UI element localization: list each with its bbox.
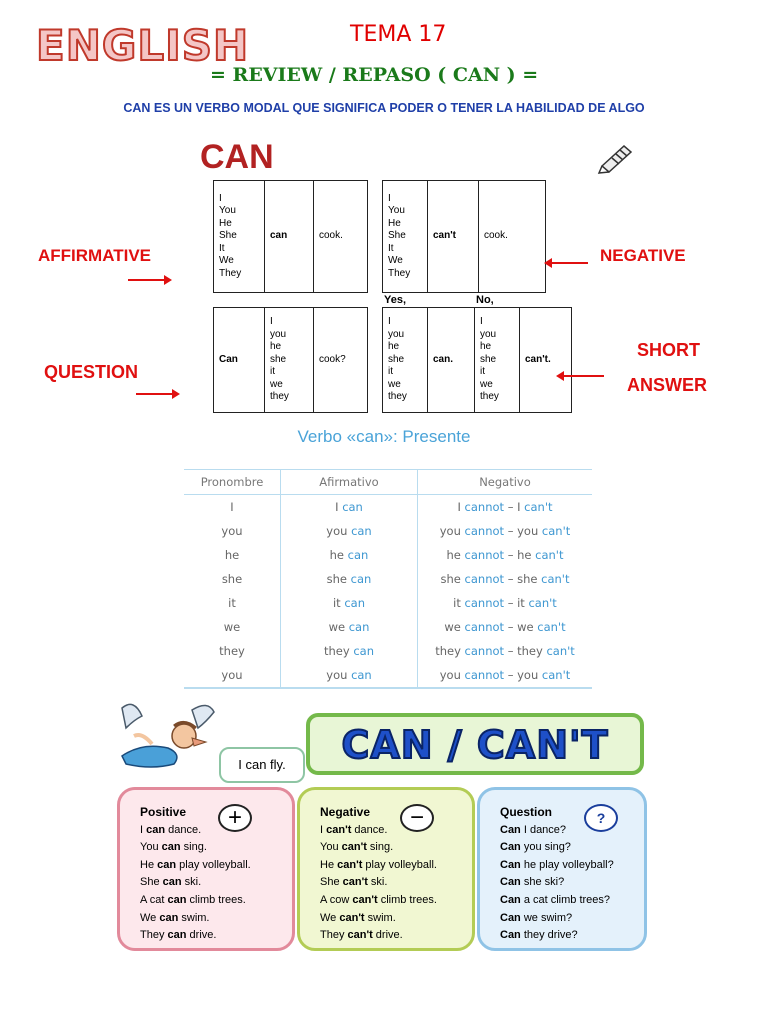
pronoun-list [265, 308, 314, 413]
affirmative-cell: I can [281, 495, 418, 520]
pronoun-cell: you [184, 663, 281, 688]
short-answer-table [382, 307, 572, 413]
pronoun: I [270, 316, 273, 328]
panel-title: Question [500, 805, 553, 819]
example-sentence: Can he play volleyball? [500, 858, 614, 871]
question-label: QUESTION [44, 362, 139, 382]
affirmative-cell: you can [281, 519, 418, 543]
panel-title: Positive [140, 805, 187, 819]
pronoun: He [388, 217, 401, 229]
pronoun: She [388, 230, 406, 242]
pronoun-list [383, 181, 428, 293]
negative-cell: you cannot – you can't [418, 519, 593, 543]
pronoun: we [480, 378, 493, 390]
yes-label: Yes, [384, 294, 407, 306]
example-sentence: He can play volleyball. [140, 858, 251, 871]
pronoun: they [388, 391, 407, 403]
example-sentence: You can't sing. [320, 841, 394, 854]
pronoun: I [388, 192, 391, 204]
pronoun: They [219, 267, 242, 279]
example-sentence: They can drive. [140, 929, 217, 942]
verb-cell: Can [214, 308, 265, 413]
header-negativo: Negativo [418, 470, 593, 495]
question-table [213, 307, 368, 413]
pronoun: we [388, 378, 401, 390]
pronoun: he [480, 341, 492, 353]
negative-cell: you cannot – you can't [418, 663, 593, 688]
pencil-icon [596, 140, 636, 174]
no-verb-cell: can't. [520, 308, 572, 413]
rest-cell: cook. [479, 181, 546, 293]
short-label: SHORT [637, 340, 700, 360]
affirmative-cell: we can [281, 615, 418, 639]
pronoun: He [219, 217, 232, 229]
pronoun: she [480, 353, 497, 365]
pronoun: They [388, 267, 411, 279]
positive-panel [117, 787, 295, 951]
tema-title: TEMA 17 [350, 22, 447, 47]
negative-cell: they cannot – they can't [418, 639, 593, 663]
affirmative-cell: they can [281, 639, 418, 663]
pronoun: I [219, 192, 222, 204]
pronoun: I [388, 316, 391, 328]
pronoun: he [388, 341, 400, 353]
negative-cell: I cannot – I can't [418, 495, 593, 520]
question-mark-icon: ? [584, 804, 618, 832]
pronoun: We [388, 255, 403, 267]
example-sentence: Can I dance? [500, 823, 567, 836]
pronoun: we [270, 378, 283, 390]
negative-cell: we cannot – we can't [418, 615, 593, 639]
verb-cell: can [265, 181, 314, 293]
table-row [184, 495, 592, 520]
example-sentence: Can they drive? [500, 929, 578, 942]
example-sentence: She can ski. [140, 876, 202, 889]
pronoun: you [270, 328, 287, 340]
example-sentence: She can't ski. [320, 876, 388, 889]
pronoun-cell: she [221, 572, 243, 586]
negative-cell: it cannot – it can't [418, 591, 593, 615]
negative-cell: he cannot – he can't [418, 543, 593, 567]
description-text: CAN ES UN VERBO MODAL QUE SIGNIFICA PODER O TENER LA HABILIDAD DE ALGO [123, 101, 645, 115]
question-panel [477, 787, 647, 951]
example-sentence: Can she ski? [500, 876, 565, 889]
pronoun: it [388, 366, 393, 378]
negative-arrow [546, 262, 588, 264]
example-sentence: You can sing. [140, 841, 207, 854]
affirmative-label: AFFIRMATIVE [38, 246, 152, 265]
pronoun-list [383, 308, 428, 413]
rest-cell: cook. [314, 181, 368, 293]
minus-icon: − [400, 804, 434, 832]
negative-cell: she cannot – she can't [418, 567, 593, 591]
example-sentence: They can't drive. [320, 929, 403, 942]
negative-panel [297, 787, 475, 951]
negative-label: NEGATIVE [600, 246, 686, 265]
short-answer-arrow [558, 375, 604, 377]
pronoun: they [480, 391, 499, 403]
pronoun: She [219, 230, 237, 242]
flying-man-illustration [112, 698, 222, 780]
pronoun: We [219, 255, 234, 267]
pronoun: It [388, 242, 394, 254]
question-arrow [136, 393, 178, 395]
example-sentence: A cat can climb trees. [140, 893, 246, 906]
can-cant-banner [306, 713, 644, 775]
pronoun-list [214, 181, 265, 293]
review-heading: = REVIEW / REPASO ( CAN ) = [210, 64, 539, 86]
example-sentence: I can dance. [140, 823, 202, 836]
no-label: No, [476, 294, 494, 306]
affirmative-table [213, 180, 368, 293]
example-sentence: We can swim. [140, 911, 210, 924]
example-sentence: Can we swim? [500, 911, 573, 924]
pronoun: it [270, 366, 275, 378]
pronoun-cell: you [221, 524, 243, 538]
english-logo: ENGLISH [36, 21, 250, 70]
pronoun: she [388, 353, 405, 365]
verb-cell: can't [428, 181, 479, 293]
table-row [184, 543, 592, 567]
pronoun: It [219, 242, 225, 254]
table-row [184, 615, 592, 639]
yes-verb-cell: can. [428, 308, 475, 413]
pronoun: I [480, 316, 483, 328]
example-sentence: A cow can't climb trees. [320, 893, 437, 906]
header-afirmativo: Afirmativo [281, 470, 418, 495]
pronoun-cell: it [228, 596, 236, 610]
pronoun-cell: I [230, 500, 234, 514]
table-row [184, 567, 592, 591]
affirmative-cell: he can [281, 543, 418, 567]
pronoun: You [219, 205, 236, 217]
affirmative-arrow [128, 279, 170, 281]
table-row [184, 639, 592, 663]
pronoun: you [480, 328, 497, 340]
header-pronombre: Pronombre [184, 470, 281, 495]
affirmative-cell: she can [281, 567, 418, 591]
pronoun-list [475, 308, 520, 413]
pronoun: she [270, 353, 287, 365]
negative-table [382, 180, 546, 293]
pronoun-cell: he [224, 548, 240, 562]
panel-title: Negative [320, 805, 371, 819]
rest-cell: cook? [314, 308, 368, 413]
answer-label: ANSWER [627, 375, 707, 395]
pronoun: he [270, 341, 282, 353]
affirmative-cell: you can [281, 663, 418, 688]
pronoun: you [388, 328, 405, 340]
table-row [184, 519, 592, 543]
verbo-table [184, 469, 592, 689]
pronoun: it [480, 366, 485, 378]
speech-bubble: I can fly. [219, 747, 305, 783]
example-sentence: He can't play volleyball. [320, 858, 437, 871]
verbo-title: Verbo «can»: Presente [297, 427, 471, 446]
table-row [184, 591, 592, 615]
example-sentence: Can you sing? [500, 841, 571, 854]
pronoun-cell: we [223, 620, 241, 634]
example-sentence: I can't dance. [320, 823, 388, 836]
banner-text: CAN / CAN'T [341, 723, 609, 767]
example-sentence: We can't swim. [320, 911, 396, 924]
example-sentence: Can a cat climb trees? [500, 893, 611, 906]
plus-icon: + [218, 804, 252, 832]
pronoun: You [388, 205, 405, 217]
can-title: CAN [200, 138, 274, 176]
table-row [184, 663, 592, 688]
pronoun-cell: they [219, 644, 245, 658]
affirmative-cell: it can [281, 591, 418, 615]
pronoun: they [270, 391, 289, 403]
